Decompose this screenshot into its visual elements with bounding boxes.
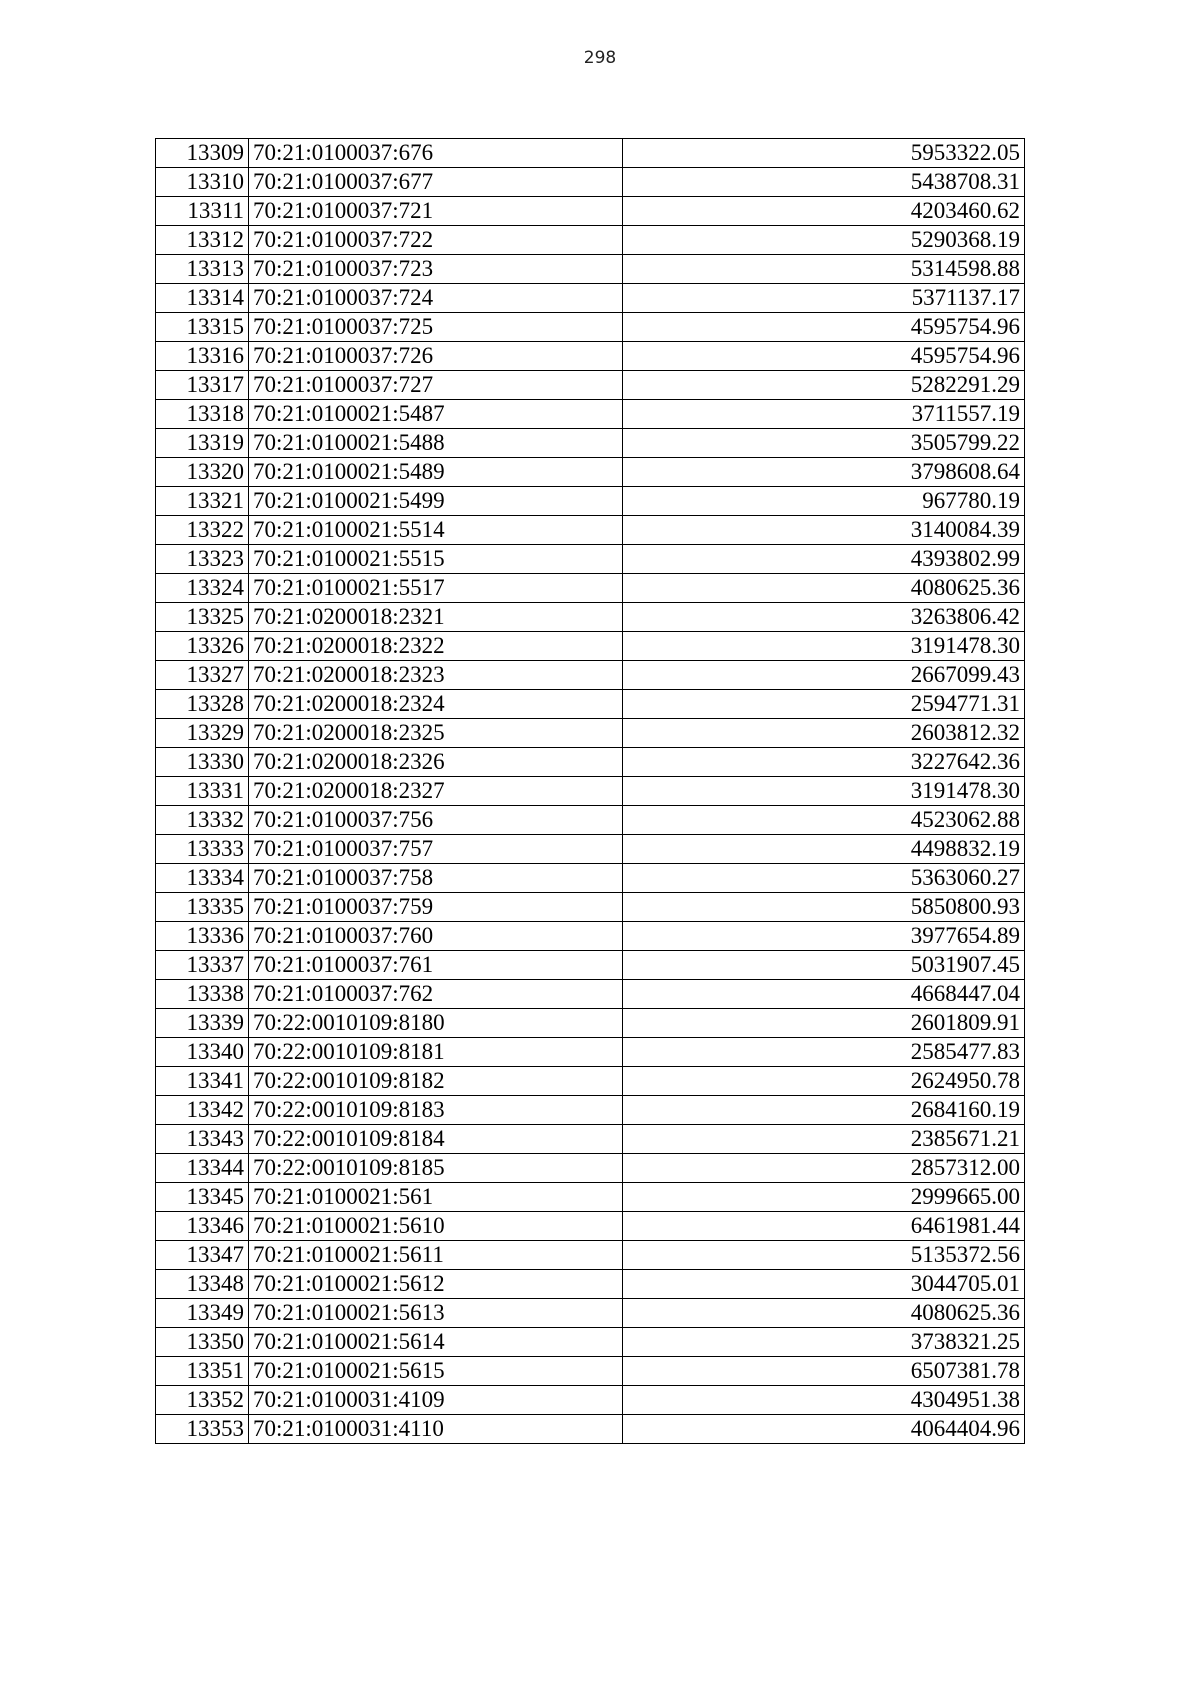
row-number: 13311 [156, 197, 249, 226]
cadastral-number: 70:21:0100037:726 [249, 342, 623, 371]
table-row [156, 168, 1025, 197]
row-number: 13310 [156, 168, 249, 197]
row-number: 13321 [156, 487, 249, 516]
cadastral-value: 2603812.32 [623, 719, 1025, 748]
cadastral-number: 70:21:0100037:762 [249, 980, 623, 1009]
table-row [156, 1328, 1025, 1357]
row-number: 13327 [156, 661, 249, 690]
cadastral-number: 70:21:0100021:5515 [249, 545, 623, 574]
cadastral-value: 4064404.96 [623, 1415, 1025, 1444]
cadastral-value: 5371137.17 [623, 284, 1025, 313]
table-body [156, 139, 1025, 1444]
cadastral-number: 70:21:0100031:4110 [249, 1415, 623, 1444]
row-number: 13349 [156, 1299, 249, 1328]
cadastral-number: 70:21:0100021:5610 [249, 1212, 623, 1241]
cadastral-number: 70:22:0010109:8183 [249, 1096, 623, 1125]
row-number: 13324 [156, 574, 249, 603]
row-number: 13315 [156, 313, 249, 342]
cadastral-value: 4393802.99 [623, 545, 1025, 574]
cadastral-number: 70:21:0100021:5488 [249, 429, 623, 458]
row-number: 13326 [156, 632, 249, 661]
table-row [156, 719, 1025, 748]
row-number: 13341 [156, 1067, 249, 1096]
cadastral-value: 2624950.78 [623, 1067, 1025, 1096]
row-number: 13343 [156, 1125, 249, 1154]
row-number: 13329 [156, 719, 249, 748]
cadastral-value: 3798608.64 [623, 458, 1025, 487]
table-row [156, 893, 1025, 922]
table-row [156, 342, 1025, 371]
cadastral-value: 3044705.01 [623, 1270, 1025, 1299]
cadastral-number: 70:21:0100037:721 [249, 197, 623, 226]
table-row [156, 545, 1025, 574]
row-number: 13337 [156, 951, 249, 980]
table-row [156, 226, 1025, 255]
cadastral-number: 70:22:0010109:8184 [249, 1125, 623, 1154]
table-row [156, 313, 1025, 342]
row-number: 13330 [156, 748, 249, 777]
row-number: 13334 [156, 864, 249, 893]
table-row [156, 1386, 1025, 1415]
row-number: 13347 [156, 1241, 249, 1270]
cadastral-number: 70:21:0100037:676 [249, 139, 623, 168]
table-row [156, 1212, 1025, 1241]
cadastral-value: 3227642.36 [623, 748, 1025, 777]
row-number: 13345 [156, 1183, 249, 1212]
cadastral-value: 3711557.19 [623, 400, 1025, 429]
cadastral-value: 5363060.27 [623, 864, 1025, 893]
table-row [156, 1009, 1025, 1038]
cadastral-value: 5135372.56 [623, 1241, 1025, 1270]
cadastral-value: 5290368.19 [623, 226, 1025, 255]
cadastral-number: 70:21:0100037:760 [249, 922, 623, 951]
cadastral-value: 2684160.19 [623, 1096, 1025, 1125]
cadastral-number: 70:22:0010109:8182 [249, 1067, 623, 1096]
cadastral-value: 5314598.88 [623, 255, 1025, 284]
cadastral-number: 70:21:0100021:5514 [249, 516, 623, 545]
cadastral-number: 70:21:0100031:4109 [249, 1386, 623, 1415]
row-number: 13342 [156, 1096, 249, 1125]
cadastral-number: 70:21:0100037:677 [249, 168, 623, 197]
cadastral-value: 4304951.38 [623, 1386, 1025, 1415]
page-number: 298 [583, 48, 617, 68]
table-row [156, 574, 1025, 603]
cadastral-number: 70:22:0010109:8185 [249, 1154, 623, 1183]
table-row [156, 1038, 1025, 1067]
cadastral-number: 70:21:0100021:5615 [249, 1357, 623, 1386]
cadastral-value: 4203460.62 [623, 197, 1025, 226]
table-row [156, 1415, 1025, 1444]
table-row [156, 922, 1025, 951]
row-number: 13339 [156, 1009, 249, 1038]
row-number: 13335 [156, 893, 249, 922]
table-row [156, 197, 1025, 226]
table-row [156, 1067, 1025, 1096]
table-row [156, 371, 1025, 400]
table-row [156, 139, 1025, 168]
cadastral-value: 3140084.39 [623, 516, 1025, 545]
row-number: 13352 [156, 1386, 249, 1415]
row-number: 13350 [156, 1328, 249, 1357]
cadastral-number: 70:21:0100021:5489 [249, 458, 623, 487]
row-number: 13344 [156, 1154, 249, 1183]
table-row [156, 1096, 1025, 1125]
table-row [156, 951, 1025, 980]
row-number: 13318 [156, 400, 249, 429]
table-row [156, 1125, 1025, 1154]
row-number: 13333 [156, 835, 249, 864]
cadastral-value: 3738321.25 [623, 1328, 1025, 1357]
row-number: 13351 [156, 1357, 249, 1386]
cadastral-value: 4668447.04 [623, 980, 1025, 1009]
table-row [156, 835, 1025, 864]
table-row [156, 632, 1025, 661]
row-number: 13332 [156, 806, 249, 835]
row-number: 13328 [156, 690, 249, 719]
cadastral-number: 70:21:0100021:5612 [249, 1270, 623, 1299]
row-number: 13325 [156, 603, 249, 632]
cadastral-number: 70:21:0100037:757 [249, 835, 623, 864]
cadastral-number: 70:21:0100037:722 [249, 226, 623, 255]
row-number: 13316 [156, 342, 249, 371]
table-row [156, 748, 1025, 777]
cadastral-value: 2585477.83 [623, 1038, 1025, 1067]
cadastral-value: 3191478.30 [623, 777, 1025, 806]
cadastral-number: 70:21:0100021:5499 [249, 487, 623, 516]
cadastral-value: 2999665.00 [623, 1183, 1025, 1212]
table-row [156, 400, 1025, 429]
cadastral-number: 70:21:0200018:2325 [249, 719, 623, 748]
cadastral-value: 4498832.19 [623, 835, 1025, 864]
cadastral-number: 70:22:0010109:8180 [249, 1009, 623, 1038]
table-row [156, 980, 1025, 1009]
table-row [156, 1299, 1025, 1328]
cadastral-number: 70:21:0100037:725 [249, 313, 623, 342]
cadastral-value: 5953322.05 [623, 139, 1025, 168]
cadastral-value: 967780.19 [623, 487, 1025, 516]
cadastral-value: 3977654.89 [623, 922, 1025, 951]
row-number: 13336 [156, 922, 249, 951]
table-row [156, 487, 1025, 516]
row-number: 13348 [156, 1270, 249, 1299]
cadastral-number: 70:21:0200018:2326 [249, 748, 623, 777]
cadastral-value: 3263806.42 [623, 603, 1025, 632]
cadastral-number: 70:21:0200018:2322 [249, 632, 623, 661]
table-row [156, 1357, 1025, 1386]
cadastral-number: 70:21:0100021:5487 [249, 400, 623, 429]
cadastral-value: 2667099.43 [623, 661, 1025, 690]
cadastral-number: 70:21:0100021:5611 [249, 1241, 623, 1270]
cadastral-number: 70:21:0200018:2321 [249, 603, 623, 632]
cadastral-value: 4595754.96 [623, 342, 1025, 371]
cadastral-number: 70:21:0100037:758 [249, 864, 623, 893]
table-row [156, 1270, 1025, 1299]
row-number: 13340 [156, 1038, 249, 1067]
cadastral-value: 2857312.00 [623, 1154, 1025, 1183]
cadastral-value: 6507381.78 [623, 1357, 1025, 1386]
cadastral-value: 2594771.31 [623, 690, 1025, 719]
cadastral-value-table [155, 138, 1025, 1444]
cadastral-value: 5282291.29 [623, 371, 1025, 400]
cadastral-number: 70:21:0100037:727 [249, 371, 623, 400]
row-number: 13353 [156, 1415, 249, 1444]
table-row [156, 690, 1025, 719]
row-number: 13317 [156, 371, 249, 400]
cadastral-number: 70:21:0100037:761 [249, 951, 623, 980]
cadastral-value: 3191478.30 [623, 632, 1025, 661]
table-row [156, 429, 1025, 458]
row-number: 13322 [156, 516, 249, 545]
cadastral-number: 70:21:0100021:5613 [249, 1299, 623, 1328]
cadastral-number: 70:21:0100037:724 [249, 284, 623, 313]
cadastral-number: 70:21:0100021:5517 [249, 574, 623, 603]
table-row [156, 1183, 1025, 1212]
cadastral-number: 70:21:0100021:561 [249, 1183, 623, 1212]
row-number: 13309 [156, 139, 249, 168]
table-row [156, 777, 1025, 806]
row-number: 13314 [156, 284, 249, 313]
row-number: 13346 [156, 1212, 249, 1241]
cadastral-number: 70:21:0200018:2324 [249, 690, 623, 719]
cadastral-value: 5031907.45 [623, 951, 1025, 980]
table-row [156, 1241, 1025, 1270]
cadastral-value: 4080625.36 [623, 574, 1025, 603]
table-row [156, 284, 1025, 313]
table-row [156, 255, 1025, 284]
cadastral-value: 2601809.91 [623, 1009, 1025, 1038]
cadastral-number: 70:22:0010109:8181 [249, 1038, 623, 1067]
row-number: 13312 [156, 226, 249, 255]
cadastral-number: 70:21:0100037:759 [249, 893, 623, 922]
cadastral-value: 2385671.21 [623, 1125, 1025, 1154]
table-row [156, 806, 1025, 835]
cadastral-value: 4595754.96 [623, 313, 1025, 342]
table-row [156, 1154, 1025, 1183]
table-row [156, 661, 1025, 690]
table-row [156, 458, 1025, 487]
cadastral-number: 70:21:0200018:2327 [249, 777, 623, 806]
cadastral-value: 5438708.31 [623, 168, 1025, 197]
row-number: 13313 [156, 255, 249, 284]
cadastral-number: 70:21:0100037:723 [249, 255, 623, 284]
row-number: 13338 [156, 980, 249, 1009]
row-number: 13323 [156, 545, 249, 574]
cadastral-value: 6461981.44 [623, 1212, 1025, 1241]
cadastral-value: 4080625.36 [623, 1299, 1025, 1328]
cadastral-number: 70:21:0100037:756 [249, 806, 623, 835]
cadastral-value: 4523062.88 [623, 806, 1025, 835]
row-number: 13331 [156, 777, 249, 806]
row-number: 13319 [156, 429, 249, 458]
cadastral-number: 70:21:0200018:2323 [249, 661, 623, 690]
table-row [156, 864, 1025, 893]
table-row [156, 516, 1025, 545]
cadastral-value: 3505799.22 [623, 429, 1025, 458]
row-number: 13320 [156, 458, 249, 487]
cadastral-value: 5850800.93 [623, 893, 1025, 922]
cadastral-number: 70:21:0100021:5614 [249, 1328, 623, 1357]
table-row [156, 603, 1025, 632]
